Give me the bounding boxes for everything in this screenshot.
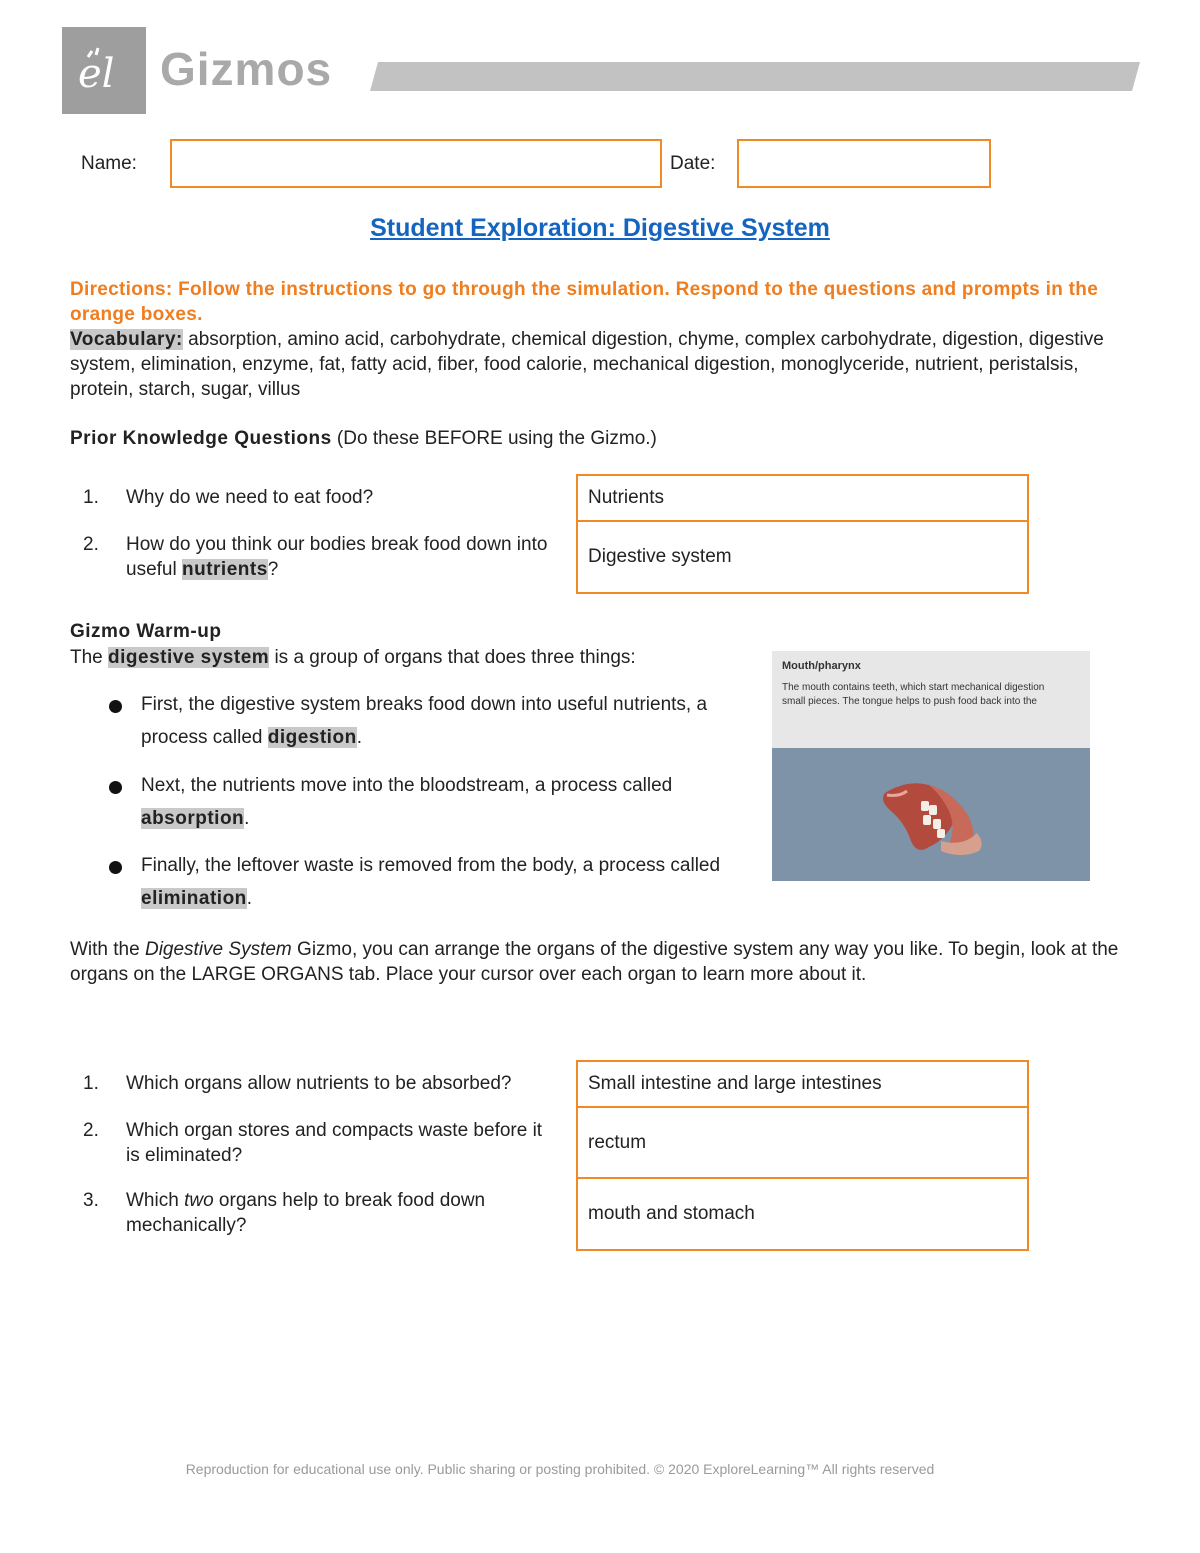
warmup-paragraph-italic: Digestive System — [144, 939, 292, 960]
wu-answer-1-text: Small intestine and large intestines — [588, 1073, 882, 1094]
bullet-3 — [141, 849, 721, 915]
warmup-intro — [70, 645, 750, 670]
pk-answer-2[interactable] — [576, 520, 1029, 594]
pk-question-1-number: 1. — [83, 487, 99, 508]
vocabulary-label: Vocabulary: — [70, 329, 183, 350]
pk-question-2-text-before: How do you think our bodies break food down into useful — [126, 534, 548, 580]
wu-question-1-number: 1. — [83, 1073, 99, 1094]
warmup-paragraph-before: With the — [70, 939, 145, 960]
pk-answer-1[interactable] — [576, 474, 1029, 522]
name-field[interactable] — [170, 139, 662, 188]
bullet-2-before: Next, the nutrients move into the bloodstream, a process called — [141, 775, 673, 796]
bullet-2-highlight: absorption — [141, 808, 245, 829]
screenshot-info-panel — [772, 651, 1090, 748]
gizmos-logo-text: Gizmos — [160, 43, 333, 95]
pk-question-2-number: 2. — [83, 534, 99, 555]
directions-text: Directions: Follow the instructions to go through the simulation. Respond to the questions and prompts in the orange boxes. — [70, 279, 1099, 325]
bullet-3-highlight: elimination — [141, 888, 247, 909]
bullet-dot-1 — [109, 700, 122, 713]
warmup-heading: Gizmo Warm-up — [70, 621, 222, 642]
date-field[interactable] — [737, 139, 991, 188]
name-label: Name: — [81, 153, 137, 174]
wu-question-3-number: 3. — [83, 1190, 99, 1211]
prior-knowledge-title: Prior Knowledge Questions — [70, 428, 332, 449]
warmup-intro-after: is a group of organs that does three things: — [269, 647, 636, 668]
bullet-3-before: Finally, the leftover waste is removed from the body, a process called — [141, 855, 721, 876]
bullet-dot-3 — [109, 861, 122, 874]
wu-question-3-text — [126, 1188, 546, 1238]
header-bar — [370, 62, 1140, 91]
screenshot-heading: Mouth/pharynx — [782, 660, 861, 672]
pk-answer-2-text: Digestive system — [588, 546, 732, 567]
warmup-paragraph — [70, 937, 1132, 987]
wu-question-3-italic: two — [184, 1190, 214, 1211]
bullet-1-after: . — [356, 727, 362, 748]
el-logo-icon — [74, 43, 134, 99]
vocabulary — [70, 327, 1135, 402]
wu-answer-3[interactable] — [576, 1177, 1029, 1251]
mouth-illustration — [877, 771, 997, 861]
footer-copyright: Reproduction for educational use only. Public sharing or posting prohibited. © 2020 ExploreLearning™ All rights reserved — [185, 1461, 935, 1477]
warmup-intro-before: The — [70, 647, 109, 668]
bullet-1-before: First, the digestive system breaks food down into useful nutrients, a process called — [141, 694, 708, 748]
pk-question-1-text: Why do we need to eat food? — [126, 487, 374, 508]
prior-knowledge-heading — [70, 426, 1135, 451]
vocabulary-terms: absorption, amino acid, carbohydrate, chemical digestion, chyme, complex carbohydrate, digestion, digestive system, elimination, enzyme, fat, fatty acid, fiber, food calorie, mechanical digestion, monoglyceride, nutrient, peristalsis, protein, starch, sugar, villus — [70, 329, 1104, 400]
wu-question-2-text: Which organ stores and compacts waste before it is eliminated? — [126, 1120, 543, 1166]
pk-question-2-highlight: nutrients — [181, 559, 268, 580]
date-label: Date: — [670, 153, 716, 174]
bullet-1-highlight: digestion — [267, 727, 357, 748]
svg-text:el: el — [78, 50, 115, 97]
wu-question-3-text-before: Which — [126, 1190, 185, 1211]
pk-question-2-text — [126, 532, 571, 582]
prior-knowledge-note: (Do these BEFORE using the Gizmo.) — [331, 428, 657, 449]
pk-question-2-text-after: ? — [267, 559, 279, 580]
wu-question-1-text: Which organs allow nutrients to be absorbed? — [126, 1073, 512, 1094]
bullet-3-after: . — [246, 888, 253, 909]
warmup-intro-highlight: digestive system — [108, 647, 270, 668]
wu-answer-1[interactable] — [576, 1060, 1029, 1108]
wu-answer-2[interactable] — [576, 1106, 1029, 1179]
wu-question-2-number: 2. — [83, 1120, 99, 1141]
wu-answer-3-text: mouth and stomach — [588, 1203, 755, 1224]
page-title: Student Exploration: Digestive System — [370, 214, 830, 242]
warmup-paragraph-after: Gizmo, you can arrange the organs of the digestive system any way you like. To begin, look at the organs on the LARGE ORGANS tab. Place your cursor over each organ to learn more about it. — [70, 939, 1119, 985]
wu-question-3-text-after: organs help to break food down mechanically? — [126, 1190, 486, 1236]
bullet-2-after: . — [244, 808, 250, 829]
screenshot-body: The mouth contains teeth, which start mechanical digestion small pieces. The tongue helps to push food back into the — [782, 682, 1045, 707]
bullet-dot-2 — [109, 781, 122, 794]
bullet-2 — [141, 769, 721, 835]
explorelearning-logo — [62, 27, 146, 114]
wu-answer-2-text: rectum — [588, 1131, 647, 1153]
bullet-1 — [141, 688, 721, 754]
gizmo-screenshot — [772, 651, 1090, 881]
pk-answer-1-text: Nutrients — [588, 487, 665, 508]
